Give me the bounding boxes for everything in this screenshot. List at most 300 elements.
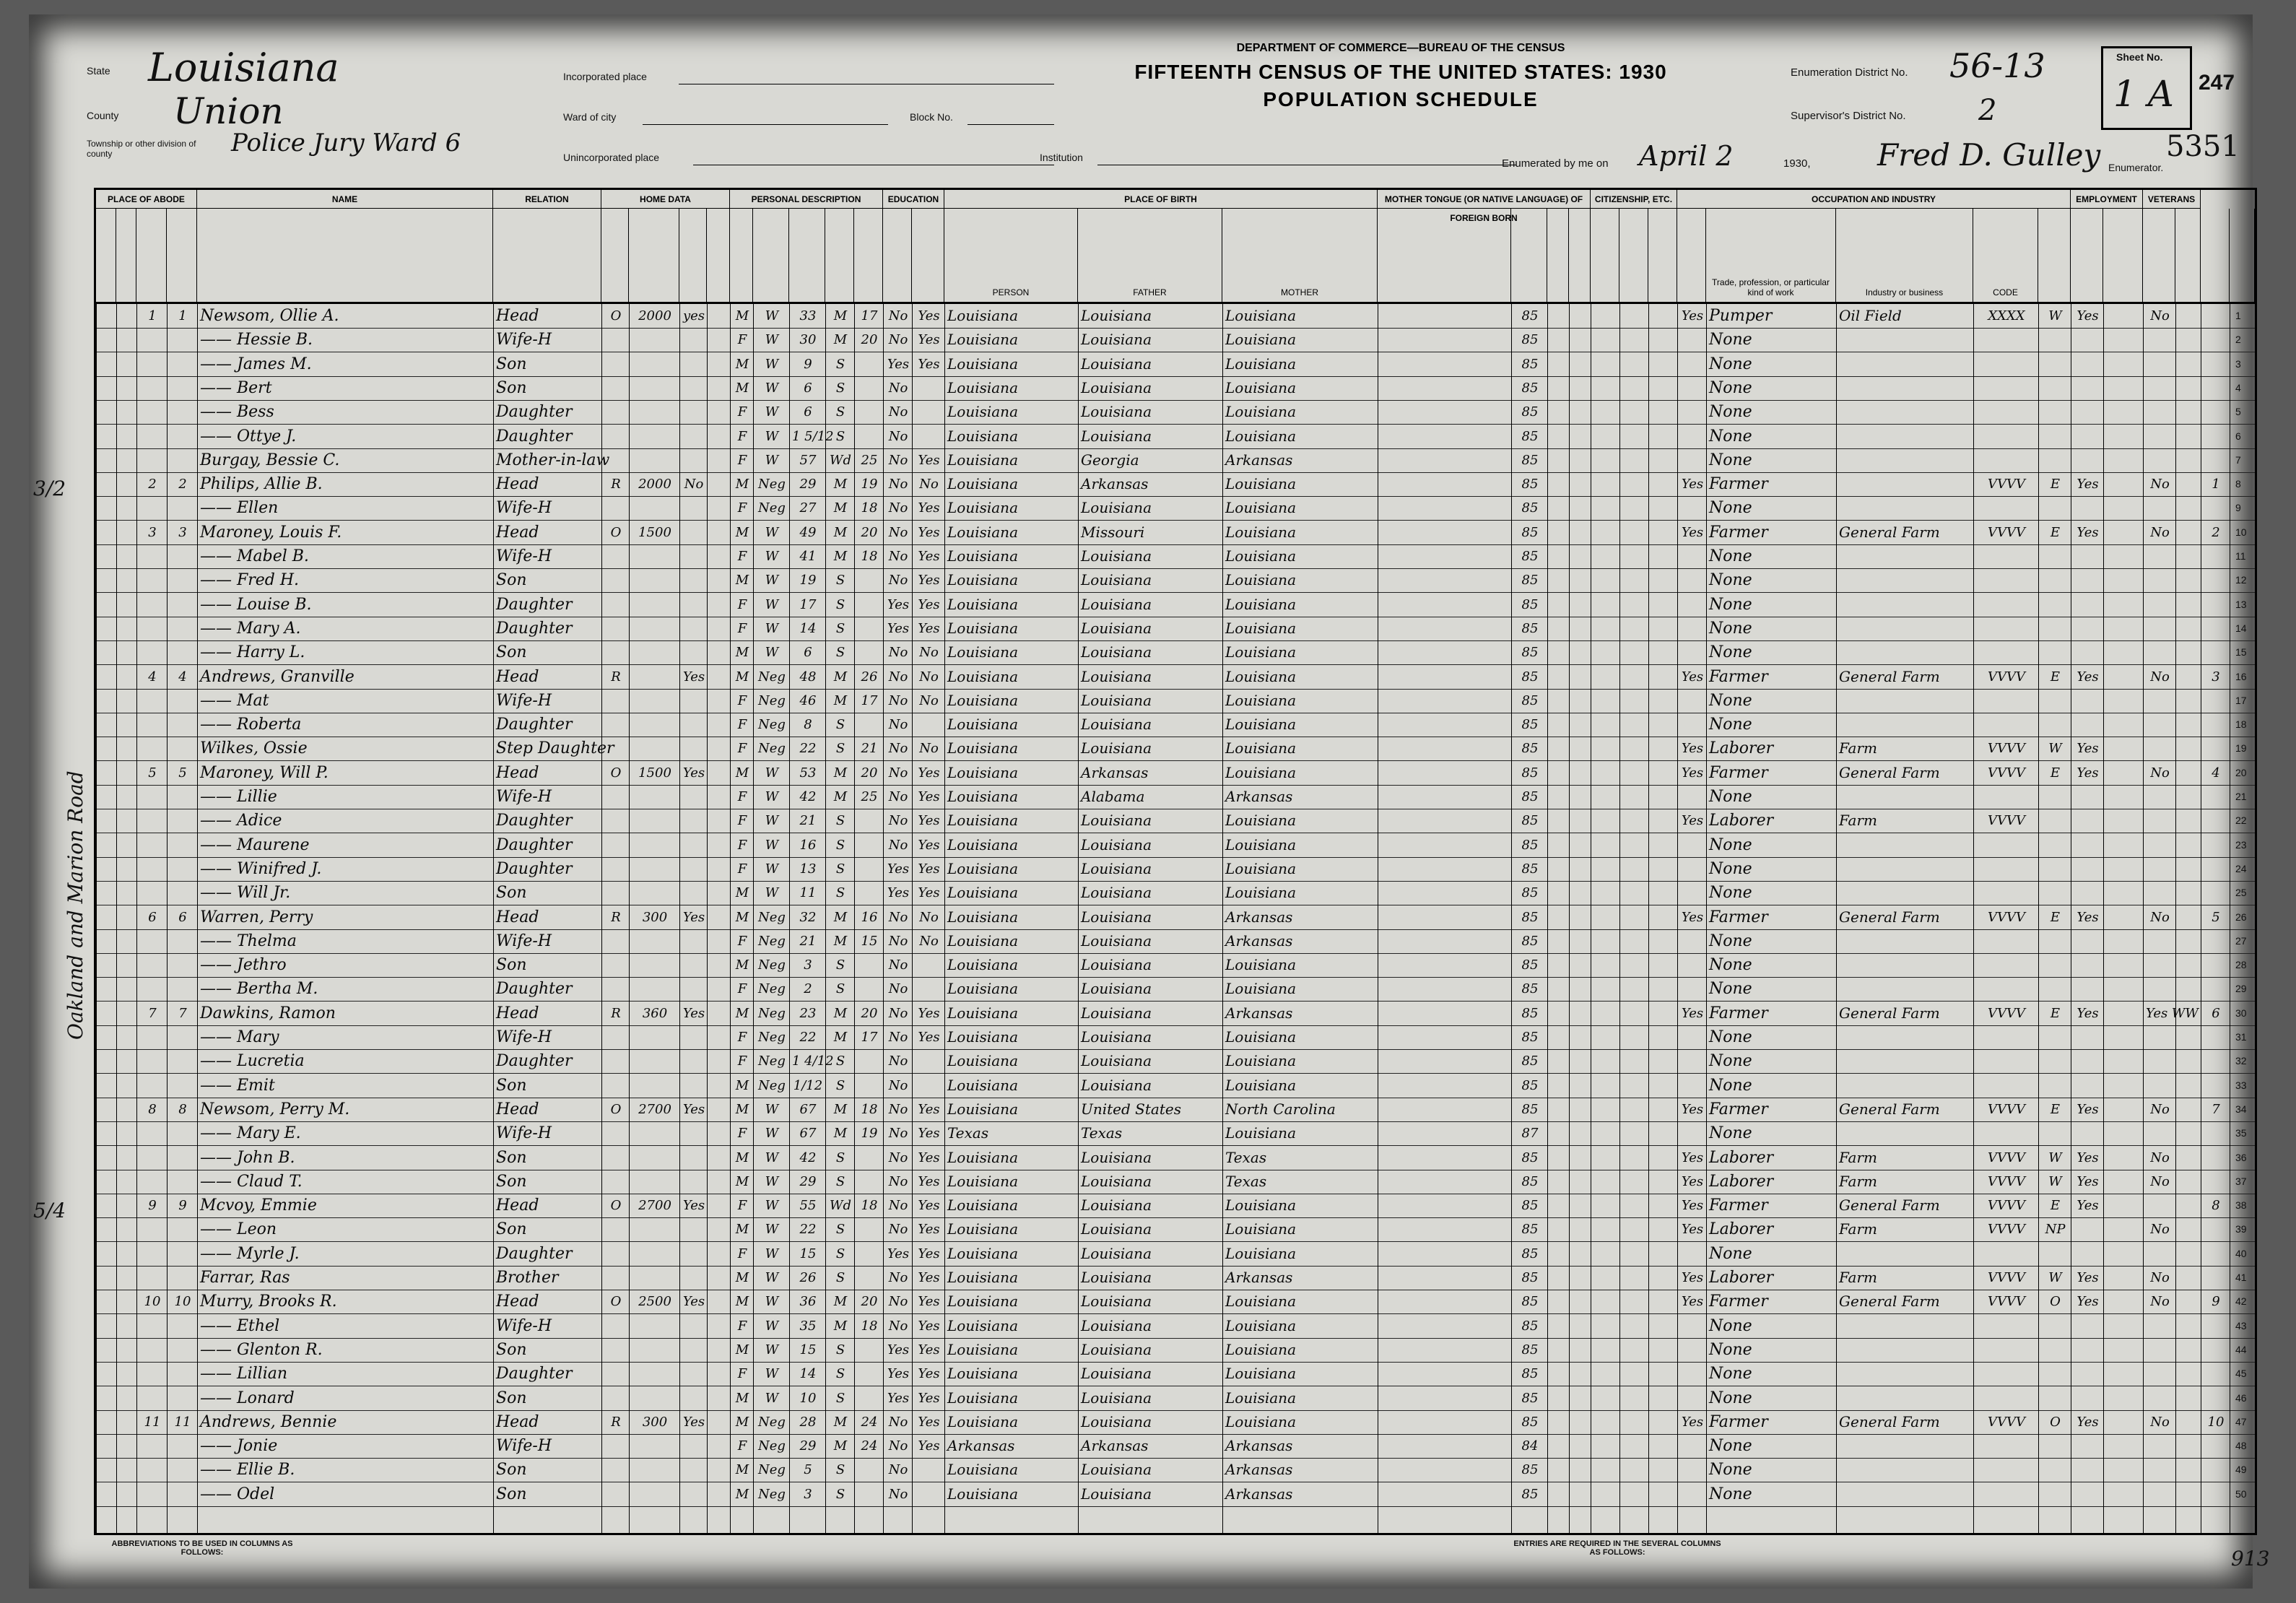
cell-name: —— Hessie B.: [200, 331, 313, 349]
table-row: [96, 1434, 2255, 1459]
cell-race: Neg: [758, 669, 786, 685]
line-number: 28: [2235, 959, 2247, 971]
cell-rel: Son: [496, 1220, 527, 1239]
cell-fpob: Louisiana: [1081, 1316, 1152, 1334]
column-header-name: [197, 209, 493, 302]
cell-mpob: Louisiana: [1225, 716, 1296, 734]
cell-name: Farrar, Ras: [200, 1269, 290, 1287]
cell-sch: No: [888, 837, 908, 853]
cell-rel: Daughter: [496, 403, 573, 422]
cell-occ: None: [1709, 571, 1752, 590]
cell-age: 22: [799, 741, 817, 757]
cell-ind: Oil Field: [1839, 307, 1902, 324]
cell-age: 13: [799, 861, 817, 877]
cell-age: 15: [799, 1342, 817, 1357]
table-row: [96, 785, 2255, 809]
cell-age: 35: [799, 1318, 817, 1334]
cell-occ: Laborer: [1709, 1148, 1774, 1167]
cell-sex: M: [735, 573, 749, 588]
cell-race: Neg: [758, 477, 786, 492]
cell-ms: S: [835, 596, 845, 612]
cell-sex: F: [737, 1246, 747, 1261]
cell-sch: No: [888, 765, 908, 781]
cell-rel: Daughter: [496, 427, 573, 446]
cell-race: Neg: [758, 1077, 786, 1093]
cell-occ: None: [1709, 619, 1752, 638]
column-header-cA: [1547, 209, 1569, 302]
cell-ms: M: [833, 1030, 848, 1045]
cell-sch: No: [888, 741, 908, 757]
cell-rel: Son: [496, 643, 527, 662]
cell-age: 14: [799, 620, 817, 636]
cell-sex: F: [737, 1438, 747, 1454]
cell-occ: None: [1709, 1076, 1752, 1095]
column-rule: [2103, 304, 2104, 1533]
cell-name: —— Mary A.: [200, 619, 301, 638]
line-number: 34: [2235, 1103, 2247, 1115]
table-row: [96, 304, 2255, 329]
cell-sch: Yes: [887, 596, 910, 612]
cell-pob: Louisiana: [947, 859, 1018, 877]
cell-sex: F: [737, 596, 747, 612]
cell-rel: Wife-H: [496, 691, 552, 710]
cell-sex: M: [735, 380, 749, 396]
cell-age: 55: [799, 1198, 817, 1214]
cell-sex: M: [735, 1294, 749, 1310]
cell-fpob: Louisiana: [1081, 355, 1152, 373]
table-row: [96, 568, 2255, 593]
column-header-read: [912, 209, 944, 302]
cell-sex: M: [735, 1077, 749, 1093]
cell-rel: Head: [496, 667, 539, 686]
cell-agem: 20: [861, 524, 878, 540]
cell-ms: M: [833, 477, 848, 492]
enum-district-value: 56-13: [1949, 46, 2045, 85]
cell-fpob: Louisiana: [1081, 739, 1152, 757]
cell-ms: M: [833, 524, 848, 540]
table-row: [96, 1074, 2255, 1098]
cell-ms: S: [835, 1150, 845, 1165]
cell-occ: None: [1709, 547, 1752, 565]
cell-occ: None: [1709, 451, 1752, 469]
enumerator-signature: Fred D. Gulley: [1877, 137, 2101, 173]
cell-rel: Head: [496, 475, 539, 494]
cell-age: 6: [804, 380, 812, 396]
department-line: DEPARTMENT OF COMMERCE—BUREAU OF THE CENSUS: [1236, 42, 1565, 54]
cell-race: Neg: [758, 1005, 786, 1021]
cell-name: —— Lonard: [200, 1389, 295, 1407]
cell-fpob: Louisiana: [1081, 908, 1152, 926]
cell-race: W: [765, 1390, 779, 1406]
table-row: [96, 1049, 2255, 1074]
cell-ms: M: [833, 1414, 848, 1430]
cell-name: Andrews, Granville: [200, 667, 355, 686]
cell-own: O: [610, 765, 622, 781]
cell-occode: VVVV: [1988, 765, 2025, 781]
cell-sex: F: [737, 1198, 747, 1214]
column-rule: [707, 304, 708, 1533]
cell-occode: VVVV: [1988, 1005, 2025, 1021]
table-row: [96, 1314, 2255, 1339]
cell-sex: F: [737, 549, 747, 564]
cell-race: Neg: [758, 1054, 786, 1069]
cell-read: Yes: [918, 1342, 940, 1357]
cell-pob: Louisiana: [947, 595, 1018, 613]
cell-ind: Farm: [1839, 1148, 1877, 1166]
cell-sch: No: [888, 1173, 908, 1189]
cell-mpob: Louisiana: [1225, 1365, 1296, 1383]
enumerator-label: Enumerator.: [2108, 162, 2164, 173]
cell-sch: No: [888, 1438, 908, 1454]
cell-farm: 6: [2212, 1005, 2220, 1021]
cell-code: 85: [1521, 692, 1539, 708]
cell-read: Yes: [918, 1101, 940, 1117]
cell-rel: Daughter: [496, 716, 573, 734]
cell-rel: Daughter: [496, 595, 573, 614]
cell-name: Wilkes, Ossie: [200, 739, 308, 758]
cell-race: Neg: [758, 981, 786, 997]
cell-emp: Yes: [2077, 1005, 2099, 1021]
cell-sex: M: [735, 765, 749, 781]
cell-sch: No: [888, 428, 908, 444]
cell-pob: Louisiana: [947, 1052, 1018, 1070]
cell-sex: F: [737, 1366, 747, 1382]
cell-name: Dawkins, Ramon: [200, 1004, 336, 1022]
cell-code: 85: [1521, 620, 1539, 636]
cell-ms: S: [835, 620, 845, 636]
cell-occode: VVVV: [1988, 813, 2025, 829]
cell-sch: Yes: [887, 861, 910, 877]
cell-age: 22: [799, 1222, 817, 1238]
cell-pob: Louisiana: [947, 691, 1018, 709]
cell-emp: Yes: [2077, 1270, 2099, 1285]
column-rule: [789, 304, 790, 1533]
cell-name: —— Lillian: [200, 1365, 288, 1383]
cell-rel: Head: [496, 1004, 539, 1022]
line-number: 29: [2235, 983, 2247, 995]
cell-fpob: Louisiana: [1081, 884, 1152, 902]
cell-occ: Farmer: [1709, 475, 1768, 494]
cell-fpob: Louisiana: [1081, 1172, 1152, 1190]
cell-age: 29: [799, 1438, 817, 1454]
cell-work: Yes: [1681, 477, 1704, 492]
cell-ms: S: [835, 813, 845, 829]
cell-ms: S: [835, 741, 845, 757]
cell-rel: Wife-H: [496, 499, 552, 518]
cell-fpob: Louisiana: [1081, 1220, 1152, 1238]
cell-race: W: [765, 452, 779, 468]
cell-ind: Farm: [1839, 1269, 1877, 1286]
cell-sex: M: [735, 1101, 749, 1117]
cell-sch: Yes: [887, 356, 910, 372]
cell-fam: 8: [178, 1101, 187, 1117]
table-row: [96, 1217, 2255, 1242]
cell-read: Yes: [918, 1173, 940, 1189]
cell-name: Newsom, Ollie A.: [200, 307, 339, 325]
cell-pob: Louisiana: [947, 475, 1018, 493]
cell-sch: No: [888, 308, 908, 323]
cell-sch: No: [888, 573, 908, 588]
schedule-subtitle: POPULATION SCHEDULE: [1263, 88, 1539, 110]
column-header-sch: [883, 209, 912, 302]
cell-age: 30: [799, 332, 817, 348]
cell-race: Neg: [758, 1462, 786, 1478]
cell-fam: 5: [178, 765, 187, 781]
table-row: [96, 617, 2255, 641]
line-number: 15: [2235, 646, 2247, 659]
cell-agem: 17: [861, 308, 878, 323]
cell-name: —— Louise B.: [200, 595, 312, 614]
cell-vet: No: [2150, 1150, 2170, 1165]
cell-ms: M: [833, 332, 848, 348]
cell-race: W: [765, 1366, 779, 1382]
cell-farm: 2: [2212, 524, 2220, 540]
cell-dw: 3: [148, 524, 157, 540]
cell-age: 11: [799, 885, 817, 901]
cell-rel: Wife-H: [496, 931, 552, 950]
group-header-employment: EMPLOYMENT: [2071, 190, 2143, 209]
cell-work: Yes: [1681, 813, 1704, 829]
table-row: [96, 1458, 2255, 1482]
cell-ms: S: [835, 1270, 845, 1285]
line-number: 42: [2235, 1295, 2247, 1308]
cell-pob: Louisiana: [947, 1316, 1018, 1334]
column-header-race: [753, 209, 789, 302]
cell-vet: No: [2150, 1270, 2170, 1285]
table-row: [96, 1338, 2255, 1363]
cell-rel: Head: [496, 1293, 539, 1311]
cell-cls: E: [2050, 669, 2061, 685]
cell-occ: Farmer: [1709, 1100, 1768, 1118]
cell-read: Yes: [918, 1126, 940, 1142]
column-rule: [825, 304, 826, 1533]
cell-name: —— Myrle J.: [200, 1244, 300, 1263]
cell-fam: 4: [178, 669, 187, 685]
line-number: 10: [2235, 526, 2247, 538]
cell-sch: No: [888, 404, 908, 420]
margin-mark-bottom: 5/4: [33, 1199, 66, 1222]
cell-pob: Louisiana: [947, 1028, 1018, 1046]
cell-pob: Louisiana: [947, 1148, 1018, 1166]
cell-pob: Louisiana: [947, 1100, 1018, 1118]
cell-fpob: Louisiana: [1081, 1148, 1152, 1166]
cell-name: Murry, Brooks R.: [200, 1293, 337, 1311]
cell-work: Yes: [1681, 669, 1704, 685]
cell-agem: 18: [861, 549, 878, 564]
cell-agem: 16: [861, 909, 878, 925]
cell-mpob: Arkansas: [1225, 451, 1293, 469]
table-row: [96, 472, 2255, 497]
cell-mpob: Louisiana: [1225, 1052, 1296, 1070]
cell-code: 85: [1521, 549, 1539, 564]
cell-mpob: Louisiana: [1225, 980, 1296, 998]
cell-pob: Louisiana: [947, 667, 1018, 685]
cell-age: 29: [799, 1173, 817, 1189]
cell-rel: Wife-H: [496, 1437, 552, 1456]
cell-pob: Louisiana: [947, 1196, 1018, 1215]
cell-fam: 7: [178, 1005, 187, 1021]
cell-fam: 3: [178, 524, 187, 540]
cell-read: Yes: [918, 861, 940, 877]
cell-race: Neg: [758, 1438, 786, 1454]
cell-race: Neg: [758, 741, 786, 757]
unincorporated-label: Unincorporated place: [563, 152, 660, 163]
cell-fpob: Louisiana: [1081, 691, 1152, 709]
cell-code: 85: [1521, 380, 1539, 396]
cell-age: 6: [804, 404, 812, 420]
cell-agem: 15: [861, 933, 878, 949]
cell-code: 85: [1521, 1390, 1539, 1406]
cell-fam: 11: [174, 1414, 191, 1430]
column-rule: [1547, 304, 1548, 1533]
cell-sch: No: [888, 1414, 908, 1430]
column-rule: [883, 304, 884, 1533]
cell-sex: M: [735, 1390, 749, 1406]
cell-vet: No: [2150, 669, 2170, 685]
table-row: [96, 1362, 2255, 1386]
cell-agem: 19: [861, 477, 878, 492]
cell-race: W: [765, 1126, 779, 1142]
cell-rel: Son: [496, 378, 527, 397]
cell-pob: Louisiana: [947, 307, 1018, 324]
cell-age: 42: [799, 1150, 817, 1165]
cell-sch: No: [888, 500, 908, 516]
table-row: [96, 977, 2255, 1002]
cell-sch: Yes: [887, 620, 910, 636]
cell-dw: 6: [148, 909, 157, 925]
column-header-age: [789, 209, 825, 302]
cell-code: 85: [1521, 477, 1539, 492]
cell-code: 85: [1521, 1246, 1539, 1261]
cell-age: 6: [804, 645, 812, 661]
cell-fam: 6: [178, 909, 187, 925]
cell-code: 85: [1521, 669, 1539, 685]
column-rule: [629, 304, 630, 1533]
cell-rel: Head: [496, 1100, 539, 1118]
cell-name: —— Lillie: [200, 788, 277, 806]
column-rule: [116, 304, 117, 1533]
cell-mpob: Louisiana: [1225, 403, 1296, 421]
cell-name: —— Emit: [200, 1076, 275, 1095]
column-rule: [912, 304, 913, 1533]
cell-fpob: Louisiana: [1081, 1076, 1152, 1094]
cell-sch: No: [888, 380, 908, 396]
cell-ind: General Farm: [1839, 1412, 1940, 1430]
line-number: 20: [2235, 766, 2247, 778]
cell-mpob: Louisiana: [1225, 1244, 1296, 1262]
cell-mpob: Louisiana: [1225, 1220, 1296, 1238]
column-rule: [167, 304, 168, 1533]
group-header-tongue: MOTHER TONGUE (OR NATIVE LANGUAGE) OF FOREIGN BORN: [1378, 190, 1591, 209]
cell-race: W: [765, 1294, 779, 1310]
cell-code: 85: [1521, 933, 1539, 949]
enum-district-label: Enumeration District No.: [1791, 66, 1908, 79]
column-rule: [854, 304, 855, 1533]
cell-race: W: [765, 549, 779, 564]
cell-ms: S: [835, 1390, 845, 1406]
cell-mpob: Arkansas: [1225, 908, 1293, 926]
cell-age: 10: [799, 1390, 817, 1406]
cell-code: 85: [1521, 1005, 1539, 1021]
cell-work: Yes: [1681, 741, 1704, 757]
cell-mpob: Louisiana: [1225, 667, 1296, 685]
sheet-value: 1 A: [2113, 73, 2174, 115]
cell-cls: W: [2048, 1173, 2062, 1189]
cell-mpob: Louisiana: [1225, 1076, 1296, 1094]
cell-ms: S: [835, 380, 845, 396]
cell-race: W: [765, 1222, 779, 1238]
cell-sex: F: [737, 861, 747, 877]
cell-fpob: Arkansas: [1081, 1437, 1149, 1455]
cell-val: 2700: [638, 1198, 671, 1214]
column-header-fpob: [1078, 209, 1222, 302]
cell-mpob: Arkansas: [1225, 1004, 1293, 1022]
cell-rel: Daughter: [496, 812, 573, 830]
cell-fpob: Louisiana: [1081, 1365, 1152, 1383]
cell-sch: Yes: [887, 885, 910, 901]
cell-read: Yes: [918, 524, 940, 540]
cell-age: 33: [799, 308, 817, 323]
cell-occ: Farmer: [1709, 523, 1768, 542]
cell-emp: Yes: [2077, 477, 2099, 492]
cell-mpob: Louisiana: [1225, 595, 1296, 613]
cell-cls: E: [2050, 524, 2061, 540]
column-header-dw: [136, 209, 167, 302]
cell-radio: No: [684, 477, 704, 492]
cell-age: 49: [799, 524, 817, 540]
ward-label: Ward of city: [563, 111, 617, 123]
page-number: 247: [2199, 71, 2235, 95]
cell-emp: Yes: [2077, 308, 2099, 323]
cell-fpob: Louisiana: [1081, 1293, 1152, 1311]
cell-agem: 21: [861, 741, 878, 757]
line-number: 16: [2235, 670, 2247, 682]
township-label: Township or other division of county: [87, 139, 196, 159]
column-label-occode: CODE: [1993, 287, 2018, 297]
cell-pob: Louisiana: [947, 1461, 1018, 1479]
cell-occ: Farmer: [1709, 908, 1768, 926]
cell-occ: None: [1709, 691, 1752, 710]
cell-rel: Daughter: [496, 835, 573, 854]
cell-sch: No: [888, 933, 908, 949]
cell-sex: M: [735, 524, 749, 540]
cell-name: —— John B.: [200, 1148, 295, 1167]
cell-occ: None: [1709, 980, 1752, 999]
line-number: 50: [2235, 1487, 2247, 1500]
table-row: [96, 881, 2255, 905]
cell-pob: Louisiana: [947, 355, 1018, 373]
cell-pob: Arkansas: [947, 1437, 1015, 1455]
cell-code: 85: [1521, 356, 1539, 372]
cell-rel: Brother: [496, 1269, 559, 1287]
column-header-nat: [1619, 209, 1648, 302]
cell-occ: Farmer: [1709, 763, 1768, 782]
cell-code: 85: [1521, 1054, 1539, 1069]
cell-sch: Yes: [887, 1342, 910, 1357]
cell-occode: VVVV: [1988, 1414, 2025, 1430]
column-rule: [1836, 304, 1837, 1533]
cell-age: 26: [799, 1270, 817, 1285]
cell-pob: Louisiana: [947, 1269, 1018, 1286]
cell-fpob: Louisiana: [1081, 547, 1152, 565]
cell-ms: S: [835, 981, 845, 997]
column-header-ind: [1836, 209, 1973, 302]
stamp-number: 5351: [2166, 130, 2240, 163]
column-header-emp: [2071, 209, 2103, 302]
cell-mpob: Louisiana: [1225, 307, 1296, 324]
group-header-citizenship: CITIZENSHIP, ETC.: [1591, 190, 1677, 209]
cell-ms: S: [835, 717, 845, 733]
